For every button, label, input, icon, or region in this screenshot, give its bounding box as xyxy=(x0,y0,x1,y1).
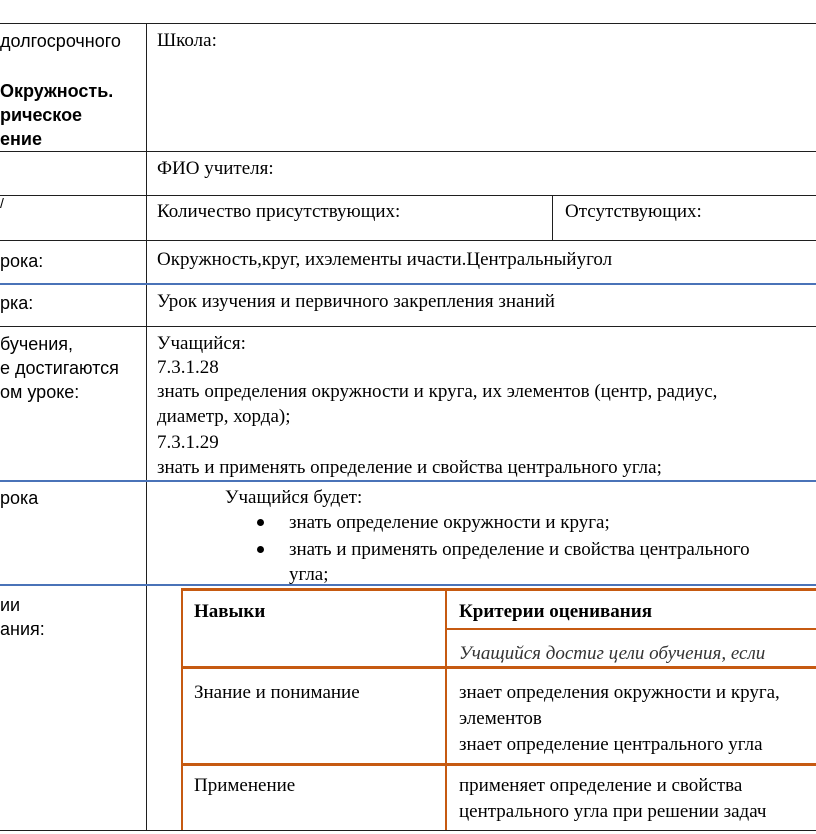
criteria-table-mid xyxy=(445,588,447,830)
left-r6-line1: бучения, xyxy=(0,334,74,354)
criteria-knowledge-2: элементов xyxy=(459,708,542,729)
objectives-intro: Учащийся: xyxy=(157,333,246,354)
skill-application: Применение xyxy=(194,775,296,796)
column-divider xyxy=(146,23,147,831)
goal-bullet-2b: угла; xyxy=(289,564,329,585)
left-r7-label: рока xyxy=(0,488,39,508)
criteria-table-left xyxy=(181,588,183,830)
criteria-row-divider-1 xyxy=(181,666,816,669)
criteria-subheader: Учащийся достиг цели обучения, если xyxy=(459,643,766,664)
criteria-knowledge-3: знает определение центрального угла xyxy=(459,734,763,755)
bullet-icon xyxy=(257,519,264,526)
criteria-header-skills: Навыки xyxy=(194,601,266,622)
bullet-icon xyxy=(257,546,264,553)
goals-intro: Учащийся будет: xyxy=(225,487,363,508)
left-r6-line3: ом уроке: xyxy=(0,382,80,402)
table-bottom-border xyxy=(0,830,816,831)
left-r1-line1: долгосрочного xyxy=(0,31,121,51)
skill-knowledge: Знание и понимание xyxy=(194,682,360,703)
left-r1-line4: ение xyxy=(0,129,42,149)
criteria-row-divider-2 xyxy=(181,763,816,766)
school-label: Школа: xyxy=(157,30,217,51)
row-divider-2 xyxy=(0,195,816,196)
criteria-application-1: применяет определение и свойства xyxy=(459,775,743,796)
objective-text-1a: знать определения окружности и круга, их элементов (центр, радиус, xyxy=(157,381,718,402)
absent-label: Отсутствующих: xyxy=(565,201,702,222)
row-divider-5 xyxy=(0,326,816,327)
row-divider-3 xyxy=(0,240,816,241)
left-r4-label: рока: xyxy=(0,251,44,271)
objective-text-2: знать и применять определение и свойства центрального угла; xyxy=(157,457,662,478)
objective-text-1b: диаметр, хорда); xyxy=(157,406,291,427)
left-r8-line2: ания: xyxy=(0,619,45,639)
left-r1-line2: Окружность. xyxy=(0,81,114,101)
table-top-border xyxy=(0,23,816,24)
left-r1-line3: рическое xyxy=(0,105,83,125)
lesson-topic: Окружность,круг, ихэлементы ичасти.Центральныйугол xyxy=(157,249,613,270)
criteria-subheader-top xyxy=(445,628,816,630)
teacher-label: ФИО учителя: xyxy=(157,158,274,179)
goal-bullet-2a: знать и применять определение и свойства центрального xyxy=(289,539,750,560)
criteria-header-criteria: Критерии оценивания xyxy=(459,601,652,622)
goal-bullet-1: знать определение окружности и круга; xyxy=(289,512,610,533)
row-divider-7 xyxy=(0,584,816,586)
left-r5-label: рка: xyxy=(0,293,34,313)
criteria-table-top xyxy=(181,588,816,591)
present-absent-divider xyxy=(552,195,553,240)
criteria-knowledge-1: знает определения окружности и круга, xyxy=(459,682,780,703)
row-divider-1 xyxy=(0,151,816,152)
left-r8-line1: ии xyxy=(0,595,21,615)
left-r3-mark: / xyxy=(0,195,4,211)
row-divider-4 xyxy=(0,283,816,285)
lesson-type: Урок изучения и первичного закрепления знаний xyxy=(157,291,555,312)
criteria-application-2: центрального угла при решении задач xyxy=(459,801,767,822)
present-label: Количество присутствующих: xyxy=(157,201,401,222)
row-divider-6 xyxy=(0,480,816,482)
objective-code-1: 7.3.1.28 xyxy=(157,357,219,378)
objective-code-2: 7.3.1.29 xyxy=(157,432,219,453)
left-r6-line2: е достигаются xyxy=(0,358,119,378)
